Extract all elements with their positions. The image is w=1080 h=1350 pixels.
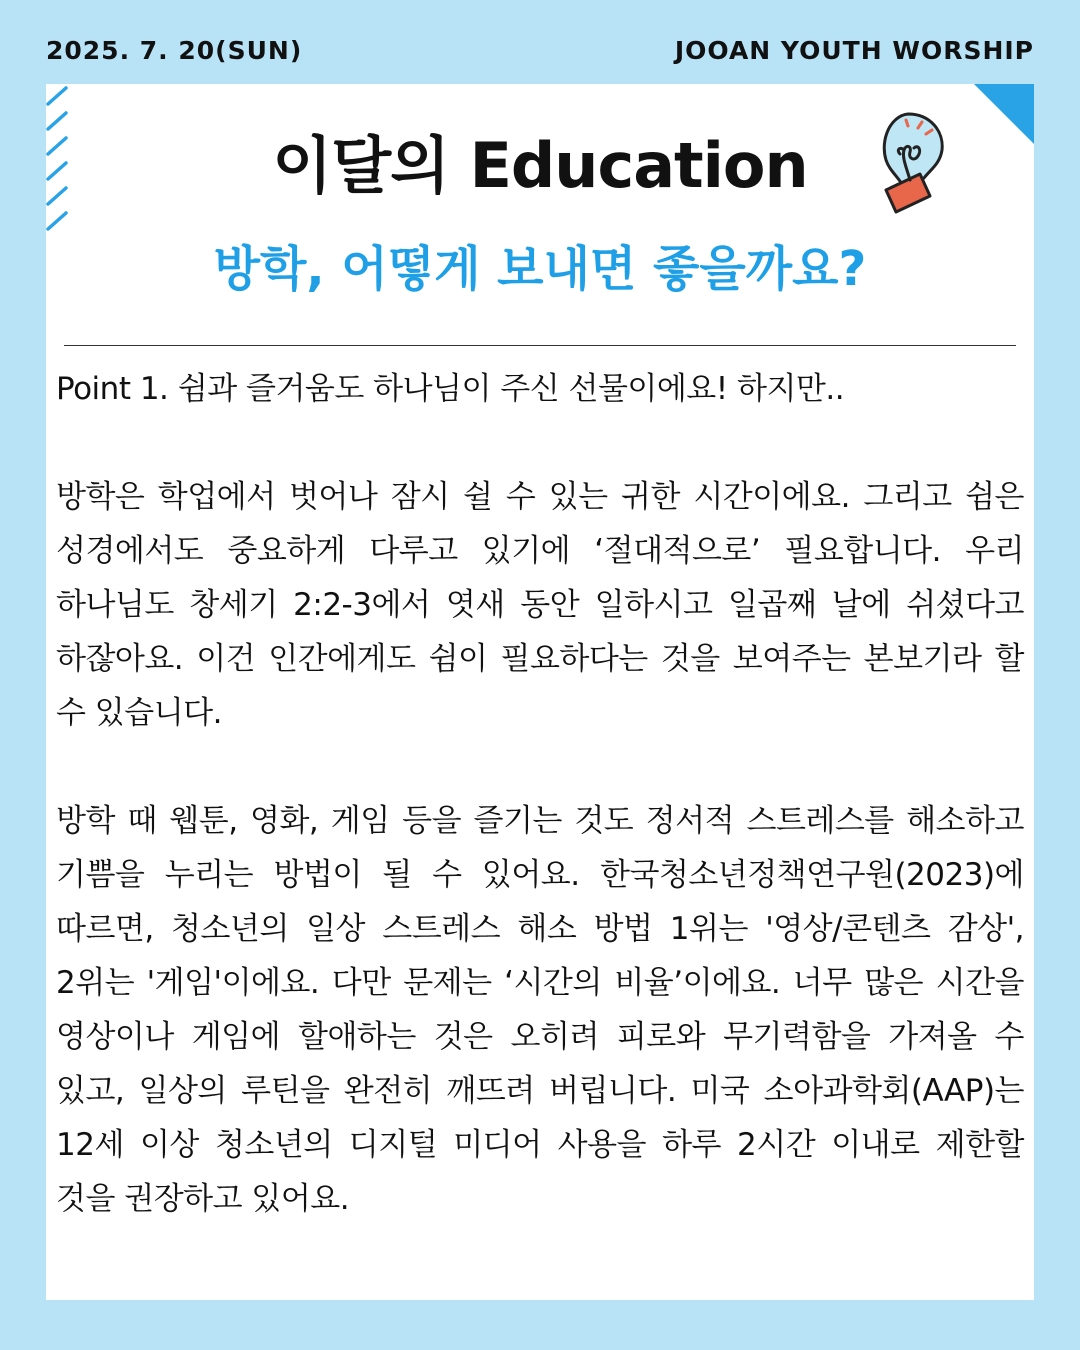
divider: [64, 345, 1016, 346]
date-label: 2025. 7. 20(SUN): [46, 35, 303, 65]
paragraph-rest: 방학은 학업에서 벗어나 잠시 쉴 수 있는 귀한 시간이에요. 그리고 쉼은 성경에서도 중요하게 다루고 있기에 ‘절대적으로’ 필요합니다. 우리 하나님도 창세기 2:2-3에서 엿새 동안 일하시고 일곱째 날에 쉬셨다고 하잖아요. 이건 인간에게도 쉼이 필요하다는 것을 보여주는 본보기라 할 수 있습니다.: [56, 479, 1024, 731]
paragraph-media: 방학 때 웹툰, 영화, 게임 등을 즐기는 것도 정서적 스트레스를 해소하고 기쁨을 누리는 방법이 될 수 있어요. 한국청소년정책연구원(2023)에 따르면, 청소년의 일상 스트레스 해소 방법 1위는 '영상/콘텐츠 감상', 2위는 '게임'이에요. 다만 문제는 ‘시간의 비율’이에요. 너무 많은 시간을 영상이나 게임에 할애하는 것은 오히려 피로와 무기력함을 가져올 수 있고, 일상의 루틴을 완전히 깨뜨려 버립니다. 미국 소아과학회(AAP)는 12세 이상 청소년의 디지털 미디어 사용을 하루 2시간 이내로 제한할 것을 권장하고 있어요.: [56, 803, 1024, 1217]
organization-label: JOOAN YOUTH WORSHIP: [674, 35, 1034, 65]
page-title: 이달의 Education: [272, 129, 808, 202]
article-body: [56, 362, 1024, 1280]
content-card: [46, 84, 1034, 1300]
point-heading: Point 1. 쉼과 즐거움도 하나님이 주신 선물이에요! 하지만..: [56, 371, 845, 407]
header-bar: [46, 30, 1034, 70]
page-subtitle: 방학, 어떻게 보내면 좋을까요?: [213, 241, 867, 297]
lightbulb-icon: [856, 104, 956, 214]
